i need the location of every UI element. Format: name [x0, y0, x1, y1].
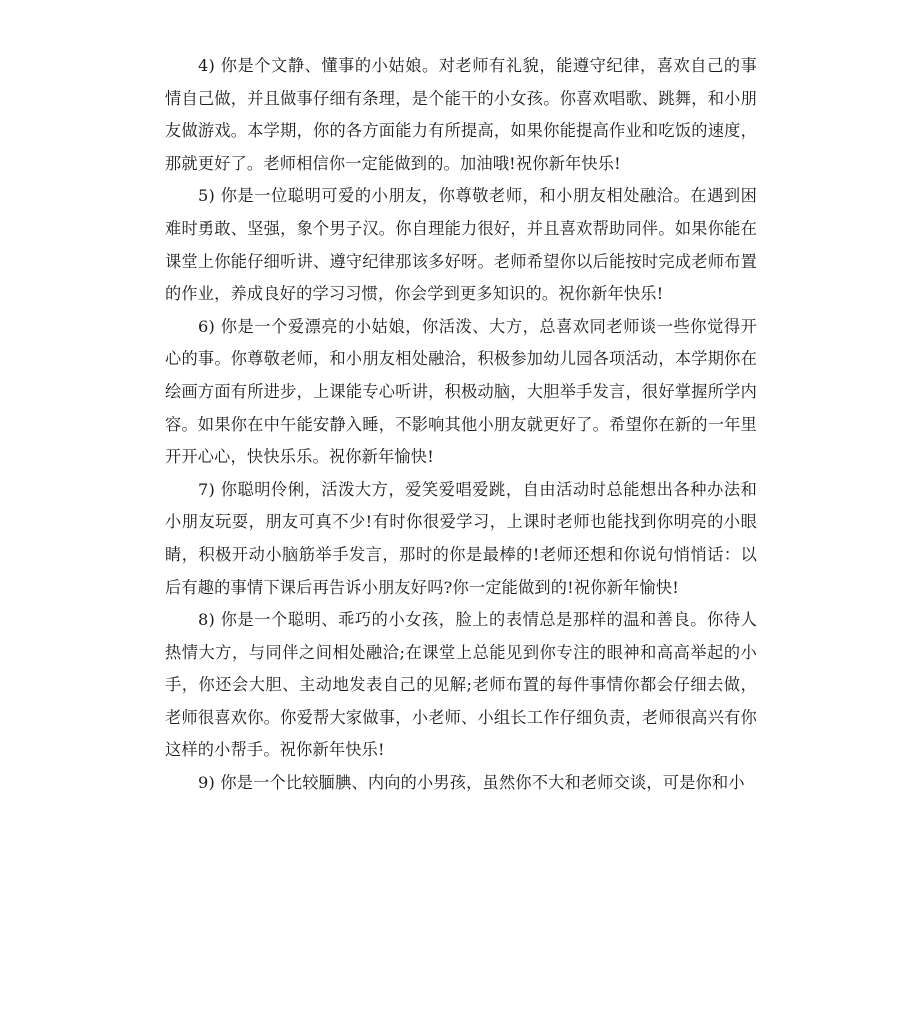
paragraph-5: 5) 你是一位聪明可爱的小朋友，你尊敬老师，和小朋友相处融洽。在遇到困难时勇敢、坚强，象个男子汉。你自理能力很好，并且喜欢帮助同伴。如果你能在课堂上你能仔细听讲、遵守纪律那该多好呀。老师希望你以后能按时完成老师布置的作业，养成良好的学习习惯，你会学到更多知识的。祝你新年快乐!	[165, 186, 757, 304]
paragraph-4: 4) 你是个文静、懂事的小姑娘。对老师有礼貌，能遵守纪律，喜欢自己的事情自己做，并且做事仔细有条理，是个能干的小女孩。你喜欢唱歌、跳舞，和小朋友做游戏。本学期，你的各方面能力有所提高，如果你能提高作业和吃饭的速度，那就更好了。老师相信你一定能做到的。加油哦!祝你新年快乐!	[165, 56, 757, 173]
document-page	[165, 50, 757, 800]
paragraph-9: 9) 你是一个比较腼腆、内向的小男孩，虽然你不大和老师交谈，可是你和小	[198, 773, 745, 793]
paragraph-8: 8) 你是一个聪明、乖巧的小女孩，脸上的表情总是那样的温和善良。你待人热情大方，与同伴之间相处融洽;在课堂上总能见到你专注的眼神和高高举起的小手，你还会大胆、主动地发表自己的见解;老师布置的每件事情你都会仔细去做，老师很喜欢你。你爱帮大家做事，小老师、小组长工作仔细负责，老师很高兴有你这样的小帮手。祝你新年快乐!	[165, 610, 757, 760]
paragraph-7: 7) 你聪明伶俐，活泼大方，爱笑爱唱爱跳，自由活动时总能想出各种办法和小朋友玩耍，朋友可真不少!有时你很爱学习，上课时老师也能找到你明亮的小眼睛，积极开动小脑筋举手发言，那时的你是最棒的!老师还想和你说句悄悄话：以后有趣的事情下课后再告诉小朋友好吗?你一定能做到的!祝你新年愉快!	[165, 479, 757, 597]
paragraph-6: 6) 你是一个爱漂亮的小姑娘，你活泼、大方，总喜欢同老师谈一些你觉得开心的事。你尊敬老师，和小朋友相处融洽，积极参加幼儿园各项活动，本学期你在绘画方面有所进步，上课能专心听讲，积极动脑，大胆举手发言，很好掌握所学内容。如果你在中午能安静入睡，不影响其他小朋友就更好了。希望你在新的一年里开开心心，快快乐乐。祝你新年愉快!	[165, 316, 757, 467]
